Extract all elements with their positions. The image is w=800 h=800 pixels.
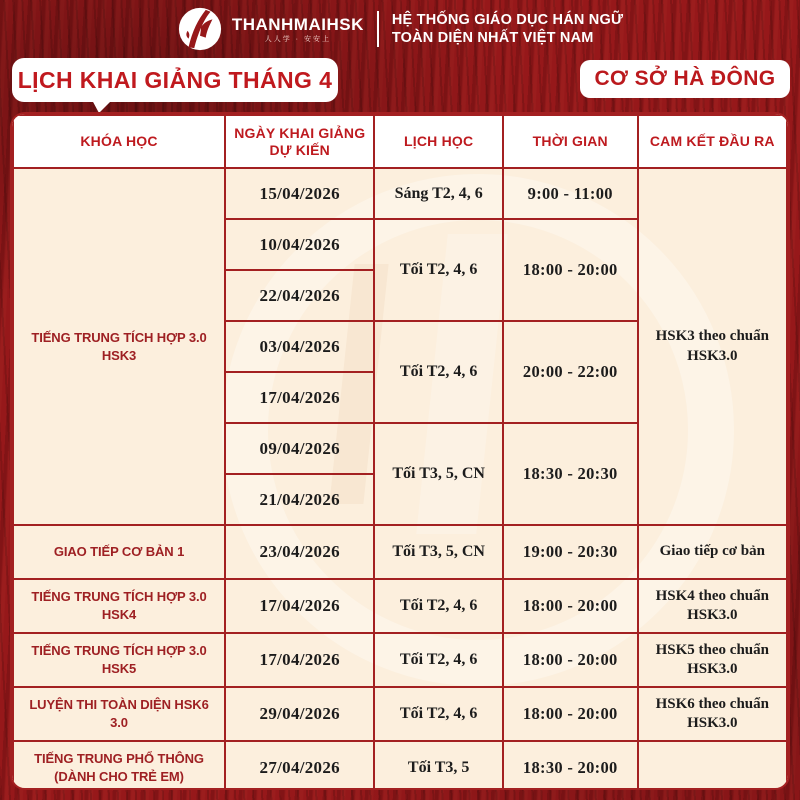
brand-tagline [392,11,623,47]
class-time: 18:00 - 20:00 [503,687,638,741]
outcome: Giao tiếp cơ bản [638,525,787,579]
page-title-bubble [12,58,338,102]
class-schedule: Sáng T2, 4, 6 [374,168,502,219]
start-date: 17/04/2026 [225,372,374,423]
start-date: 21/04/2026 [225,474,374,525]
class-time: 18:30 - 20:30 [503,423,638,525]
brand-header [0,4,800,54]
outcome: HSK5 theo chuẩn HSK3.0 [638,633,787,687]
header-divider [377,11,379,47]
class-time: 20:00 - 22:00 [503,321,638,423]
start-date: 17/04/2026 [225,633,374,687]
start-date: 10/04/2026 [225,219,374,270]
class-schedule: Tối T2, 4, 6 [374,321,502,423]
class-time: 18:30 - 20:00 [503,741,638,790]
campus-badge [580,60,790,98]
brand-wordmark [232,16,364,43]
start-date: 17/04/2026 [225,579,374,633]
start-date: 03/04/2026 [225,321,374,372]
class-time: 18:00 - 20:00 [503,633,638,687]
class-schedule: Tối T2, 4, 6 [374,219,502,321]
start-date: 15/04/2026 [225,168,374,219]
table-row [13,168,787,219]
outcome: HSK4 theo chuẩn HSK3.0 [638,579,787,633]
brand-name: THANHMAIHSK [231,14,364,34]
class-schedule: Tối T2, 4, 6 [374,579,502,633]
outcome: HSK6 theo chuẩn HSK3.0 [638,687,787,741]
course-name: TIẾNG TRUNG TÍCH HỢP 3.0 HSK5 [13,633,225,687]
page-title: LỊCH KHAI GIẢNG THÁNG 4 [17,66,333,93]
course-name: GIAO TIẾP CƠ BẢN 1 [13,525,225,579]
course-name: TIẾNG TRUNG TÍCH HỢP 3.0 HSK4 [13,579,225,633]
outcome [638,741,787,790]
class-schedule: Tối T3, 5 [374,741,502,790]
table-row [13,633,787,687]
class-time: 9:00 - 11:00 [503,168,638,219]
brand-tagline-line1: HỆ THỐNG GIÁO DỤC HÁN NGỮ [391,11,624,28]
schedule-table [12,114,788,790]
table-row [13,687,787,741]
class-schedule: Tối T2, 4, 6 [374,633,502,687]
class-schedule: Tối T2, 4, 6 [374,687,502,741]
brand-logo-icon [177,6,223,52]
start-date: 29/04/2026 [225,687,374,741]
brand-chinese-slogan: 人人学 · 安安上 [264,35,331,43]
start-date: 22/04/2026 [225,270,374,321]
column-header-course: KHÓA HỌC [13,115,225,168]
start-date: 09/04/2026 [225,423,374,474]
table-row [13,741,787,790]
table-header-row [13,115,787,168]
table-row [13,525,787,579]
schedule-table-container [10,112,790,790]
start-date: 23/04/2026 [225,525,374,579]
start-date: 27/04/2026 [225,741,374,790]
class-schedule: Tối T3, 5, CN [374,525,502,579]
table-row [13,579,787,633]
outcome-hsk3: HSK3 theo chuẩn HSK3.0 [638,168,787,525]
course-name: TIẾNG TRUNG PHỔ THÔNG (DÀNH CHO TRẺ EM) [13,741,225,790]
class-time: 18:00 - 20:00 [503,579,638,633]
class-schedule: Tối T3, 5, CN [374,423,502,525]
column-header-start-date: NGÀY KHAI GIẢNG DỰ KIẾN [225,115,374,168]
column-header-outcome: CAM KẾT ĐẦU RA [638,115,787,168]
course-name: LUYỆN THI TOÀN DIỆN HSK6 3.0 [13,687,225,741]
class-time: 18:00 - 20:00 [503,219,638,321]
campus-label: CƠ SỞ HÀ ĐÔNG [594,67,776,90]
class-time: 19:00 - 20:30 [503,525,638,579]
column-header-time: THỜI GIAN [503,115,638,168]
column-header-schedule: LỊCH HỌC [374,115,502,168]
course-name-hsk3: TIẾNG TRUNG TÍCH HỢP 3.0 HSK3 [13,168,225,525]
brand-tagline-line2: TOÀN DIỆN NHẤT VIỆT NAM [391,30,594,46]
